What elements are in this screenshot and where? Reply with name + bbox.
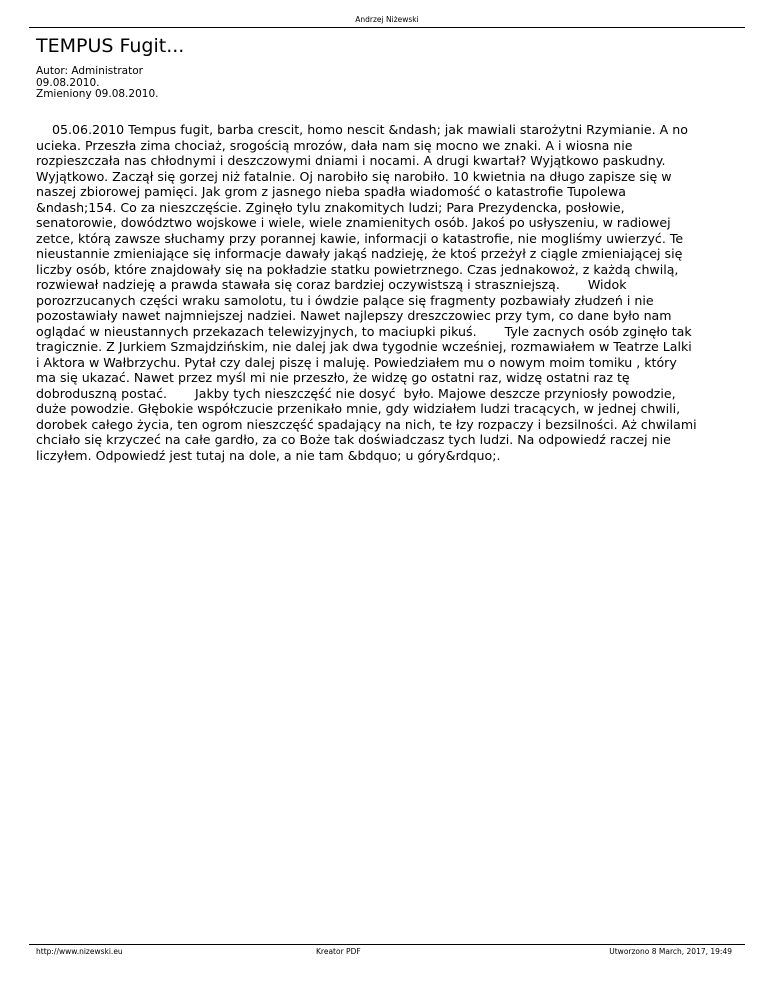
body-line: dobroduszną postać. Jakby tych nieszczęść nie dosyć było. Majowe deszcze przyniosły powodzie, [36, 385, 676, 401]
footer-url-link[interactable]: http://www.nizewski.eu [36, 947, 123, 956]
body-line: porozrzucanych części wraku samolotu, tu i ówdzie palące się fragmenty pozbawiały złudzeń i nie [36, 292, 654, 308]
body-line: rozwiewał nadzieję a prawda stawała się coraz bardziej oczywistszą i straszniejszą. Widok [36, 277, 627, 292]
body-line: ma się ukazać. Nawet przez myśl mi nie przeszło, że widzę go ostatni raz, widzę ostatni raz tę [36, 370, 630, 385]
body-line: Wyjątkowo. Zaczął się gorzej niż fatalnie. Oj narobiło się narobiło. 10 kwietnia na długo zapisze się w [36, 168, 672, 184]
meta-created-date: 09.08.2010. [36, 76, 100, 89]
article-title: TEMPUS Fugit... [36, 35, 185, 57]
body-line: ucieka. Przeszła zima chociaż, srogością mrozów, dała nam się mocno we znaki. A i wiosna nie [36, 137, 633, 153]
footer-generator: Kreator PDF [316, 947, 361, 956]
body-line: pozostawiały nawet najmniejszej nadziei. Nawet najlepszy dreszczowiec przy tym, co dane było nam [36, 308, 672, 323]
article-body [36, 122, 736, 463]
body-line: naszej zbiorowej pamięci. Jak grom z jasnego nieba spadła wiadomość o katastrofie Tupolewa [36, 184, 627, 199]
body-line: i Aktora w Wałbrzychu. Pytał czy dalej piszę i maluję. Powiedziałem mu o nowym moim tomiku , który [36, 354, 677, 370]
body-line: rozpieszczała nas chłodnymi i deszczowymi dniami i nocami. A drugi kwartał? Wyjątkowo paskudny. [36, 153, 666, 168]
body-line: senatorowie, dowództwo wojskowe i wiele, wiele znamienitych osób. Jakoś po usłyszeniu, w radiowej [36, 215, 671, 230]
body-line: tragicznie. Z Jurkiem Szmajdzińskim, nie dalej jak dwa tygodnie wcześniej, rozmawiałem w Teatrze Lalki [36, 339, 692, 354]
article-meta [36, 66, 158, 101]
body-line: 05.06.2010 Tempus fugit, barba crescit, homo nescit &ndash; jak mawiali starożytni Rzymianie. A no [36, 122, 688, 137]
body-line: dorobek całego życia, ten ogrom nieszczęść spadający na nich, te łzy rozpaczy i bezsilności. Aż chwilami [36, 416, 697, 432]
body-line: nieustannie zmieniające się informacje dawały jakąś nadzieję, że ktoś przeżył z ciągle zmieniającej się [36, 246, 683, 261]
meta-author: Autor: Administrator [36, 65, 143, 77]
body-line: liczyłem. Odpowiedź jest tutaj na dole, a nie tam &bdquo; u góry&rdquo;. [36, 447, 501, 463]
body-line: chciało się krzyczeć na całe gardło, za co Boże tak doświadczasz tych ludzi. Na odpowiedź raczej nie [36, 432, 671, 447]
body-line: &ndash;154. Co za nieszczęście. Zginęło tylu znakomitych ludzi; Para Prezydencka, posłowie, [36, 199, 625, 215]
body-line: duże powodzie. Głębokie współczucie przenikało mnie, gdy widziałem ludzi tracących, w jednej chwili, [36, 401, 681, 416]
footer-divider [29, 944, 745, 945]
header-divider [29, 27, 745, 28]
body-line: liczby osób, które znajdowały się na pokładzie statku powietrznego. Czas jednakowoż, z każdą chwilą, [36, 261, 679, 277]
footer-created-timestamp: Utworzono 8 March, 2017, 19:49 [609, 947, 732, 956]
body-line: oglądać w nieustannych przekazach telewizyjnych, to maciupki pikuś. Tyle zacnych osób zginęło tak [36, 323, 692, 339]
meta-modified-date: Zmieniony 09.08.2010. [36, 88, 159, 100]
body-line: zetce, którą zawsze słuchamy przy porannej kawie, informacji o katastrofie, nie mogliśmy uwierzyć. Te [36, 230, 684, 246]
page-header-author: Andrzej Niżewski [355, 15, 419, 24]
